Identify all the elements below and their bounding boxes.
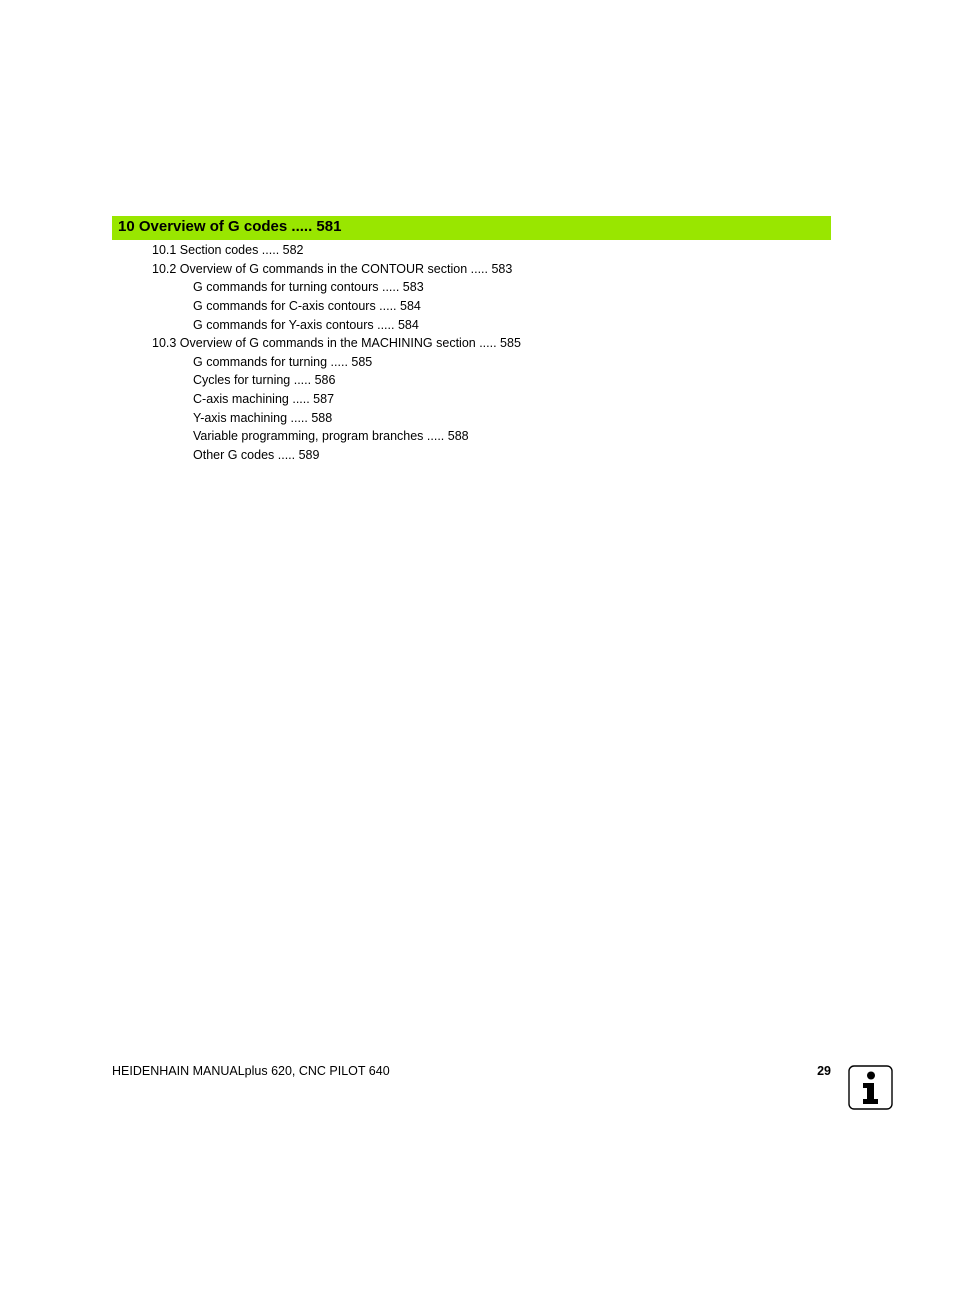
toc-entry-turning-contours[interactable]: G commands for turning contours ..... 583	[193, 280, 424, 295]
chapter-heading-bar	[112, 216, 831, 240]
toc-entry-section-10-3[interactable]: 10.3 Overview of G commands in the MACHINING section ..... 585	[152, 336, 521, 351]
toc-entry-section-10-2[interactable]: 10.2 Overview of G commands in the CONTOUR section ..... 583	[152, 261, 513, 276]
toc-entry-y-axis-machining[interactable]: Y-axis machining ..... 588	[193, 410, 333, 425]
table-of-contents	[0, 241, 954, 465]
toc-entry-g-commands-turning[interactable]: G commands for turning ..... 585	[193, 354, 373, 369]
info-icon	[848, 1065, 893, 1110]
footer-product-name: HEIDENHAIN MANUALplus 620, CNC PILOT 640	[112, 1064, 390, 1078]
toc-entry-y-axis-contours[interactable]: G commands for Y-axis contours ..... 584	[193, 317, 419, 332]
toc-entry-cycles-turning[interactable]: Cycles for turning ..... 586	[193, 373, 336, 388]
toc-entry-c-axis-contours[interactable]: G commands for C-axis contours ..... 584	[193, 298, 421, 313]
toc-entry-c-axis-machining[interactable]: C-axis machining ..... 587	[193, 392, 335, 407]
toc-entry-other-g-codes[interactable]: Other G codes ..... 589	[193, 448, 320, 463]
toc-entry-variable-programming[interactable]: Variable programming, program branches ..... 588	[193, 429, 469, 444]
chapter-title[interactable]: 10 Overview of G codes ..... 581	[118, 218, 342, 235]
page-number: 29	[817, 1064, 831, 1078]
toc-entry-section-10-1[interactable]: 10.1 Section codes ..... 582	[152, 243, 304, 257]
